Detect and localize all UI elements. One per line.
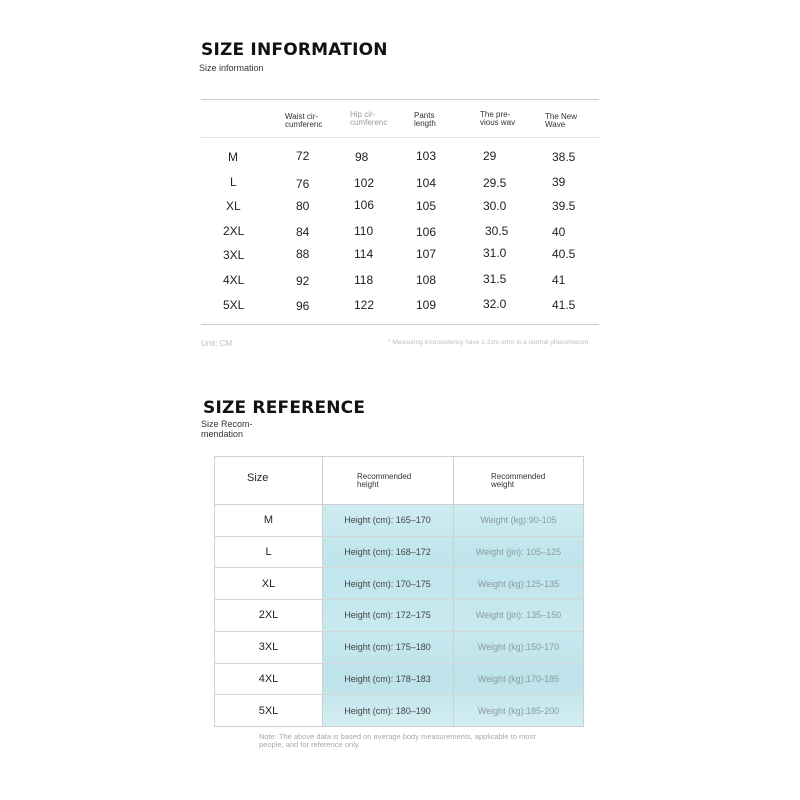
previous-cell: 31.5 bbox=[483, 272, 507, 286]
size-cell: M bbox=[263, 513, 274, 526]
table-row bbox=[215, 599, 583, 631]
previous-cell: 29 bbox=[483, 149, 497, 163]
table-bottom-rule bbox=[201, 324, 599, 325]
weight-cell: Weight (jin): 105–125 bbox=[475, 547, 562, 558]
hip-cell: 106 bbox=[354, 198, 375, 212]
table-row bbox=[215, 504, 583, 536]
previous-cell: 31.0 bbox=[483, 246, 507, 260]
new-cell: 39 bbox=[552, 175, 566, 189]
header-recommended-weight: Recommended weight bbox=[491, 472, 546, 489]
pants-cell: 105 bbox=[416, 199, 437, 213]
pants-cell: 108 bbox=[416, 273, 437, 287]
header-recommended-height: Recommended height bbox=[357, 472, 412, 489]
size-cell: 3XL bbox=[258, 641, 279, 654]
table-row bbox=[215, 663, 583, 695]
size-cell: 4XL bbox=[258, 672, 279, 685]
new-cell: 38.5 bbox=[552, 150, 576, 164]
hip-cell: 118 bbox=[354, 273, 374, 287]
size-cell: 2XL bbox=[258, 609, 279, 622]
height-cell: Height (cm): 178–183 bbox=[344, 673, 431, 684]
table-top-rule bbox=[201, 99, 599, 100]
height-cell: Height (cm): 168–172 bbox=[344, 547, 431, 558]
hip-cell: 110 bbox=[354, 224, 374, 238]
weight-cell: Weight (jin): 135–150 bbox=[475, 610, 562, 621]
pants-cell: 106 bbox=[416, 225, 437, 239]
size-reference-table bbox=[214, 456, 584, 727]
size-information-subtitle: Size information bbox=[199, 63, 264, 73]
previous-cell: 30.5 bbox=[485, 224, 509, 238]
hip-cell: 98 bbox=[355, 150, 369, 164]
hip-cell: 102 bbox=[354, 176, 375, 190]
previous-cell: 32.0 bbox=[483, 297, 507, 311]
height-cell: Height (cm): 172–175 bbox=[344, 610, 431, 621]
measurement-note: * Measuring inconsistency have 1-2cm error is a normal phenomenon bbox=[388, 339, 589, 346]
size-cell: M bbox=[228, 150, 238, 164]
size-cell: L bbox=[230, 175, 237, 189]
pants-cell: 104 bbox=[416, 176, 437, 190]
waist-cell: 72 bbox=[296, 149, 310, 163]
header-size: Size bbox=[247, 472, 269, 484]
new-cell: 40.5 bbox=[552, 247, 576, 261]
waist-cell: 96 bbox=[296, 299, 310, 313]
height-cell: Height (cm): 175–180 bbox=[344, 642, 431, 653]
header-rule bbox=[201, 137, 599, 138]
header-pants-length: Pants length bbox=[414, 111, 436, 128]
new-cell: 40 bbox=[552, 225, 566, 239]
size-cell: XL bbox=[226, 199, 241, 213]
weight-cell: Weight (kg):185-200 bbox=[477, 705, 560, 716]
weight-cell: Weight (kg):125-135 bbox=[477, 578, 560, 589]
size-cell: 3XL bbox=[223, 248, 245, 262]
waist-cell: 92 bbox=[296, 274, 310, 288]
size-reference-subtitle: Size Recom- mendation bbox=[201, 419, 253, 439]
height-cell: Height (cm): 165–170 bbox=[344, 514, 431, 525]
size-cell: 2XL bbox=[223, 224, 245, 238]
size-cell: 5XL bbox=[258, 704, 279, 717]
size-cell: L bbox=[265, 546, 272, 559]
waist-cell: 88 bbox=[296, 247, 310, 261]
new-cell: 41.5 bbox=[552, 298, 576, 312]
pants-cell: 109 bbox=[416, 298, 437, 312]
waist-cell: 84 bbox=[296, 225, 310, 239]
height-cell: Height (cm): 170–175 bbox=[344, 578, 431, 589]
height-cell: Height (cm): 180–190 bbox=[344, 705, 431, 716]
previous-cell: 29.5 bbox=[483, 176, 507, 190]
reference-note: Note: The above data is based on average body measurements, applicable to most people, and for reference only. bbox=[259, 732, 536, 749]
waist-cell: 80 bbox=[296, 199, 310, 213]
weight-cell: Weight (kg):170-185 bbox=[477, 673, 560, 684]
weight-cell: Weight (kg):90-105 bbox=[480, 514, 557, 525]
waist-cell: 76 bbox=[296, 177, 310, 191]
size-cell: XL bbox=[261, 577, 276, 590]
header-new-wave: The New Wave bbox=[545, 112, 578, 129]
hip-cell: 122 bbox=[354, 298, 375, 312]
hip-cell: 114 bbox=[354, 247, 374, 261]
pants-cell: 107 bbox=[416, 247, 437, 261]
size-reference-title: SIZE REFERENCE bbox=[203, 398, 366, 418]
reference-header-row bbox=[215, 457, 583, 505]
unit-label: Unit: CM bbox=[201, 339, 233, 348]
pants-cell: 103 bbox=[416, 149, 437, 163]
table-row bbox=[215, 694, 583, 726]
header-hip: Hip cir- cumferenc bbox=[350, 110, 388, 127]
table-row bbox=[215, 567, 583, 599]
size-cell: 4XL bbox=[223, 273, 245, 287]
new-cell: 39.5 bbox=[552, 199, 576, 213]
table-row bbox=[215, 631, 583, 663]
header-previous-wave: The pre- vious wav bbox=[480, 110, 516, 127]
header-waist: Waist cir- cumferenc bbox=[285, 112, 323, 129]
table-row bbox=[215, 536, 583, 568]
new-cell: 41 bbox=[552, 273, 566, 287]
size-cell: 5XL bbox=[223, 298, 245, 312]
previous-cell: 30.0 bbox=[483, 199, 507, 213]
size-information-title: SIZE INFORMATION bbox=[201, 40, 388, 60]
weight-cell: Weight (kg):150-170 bbox=[477, 642, 560, 653]
